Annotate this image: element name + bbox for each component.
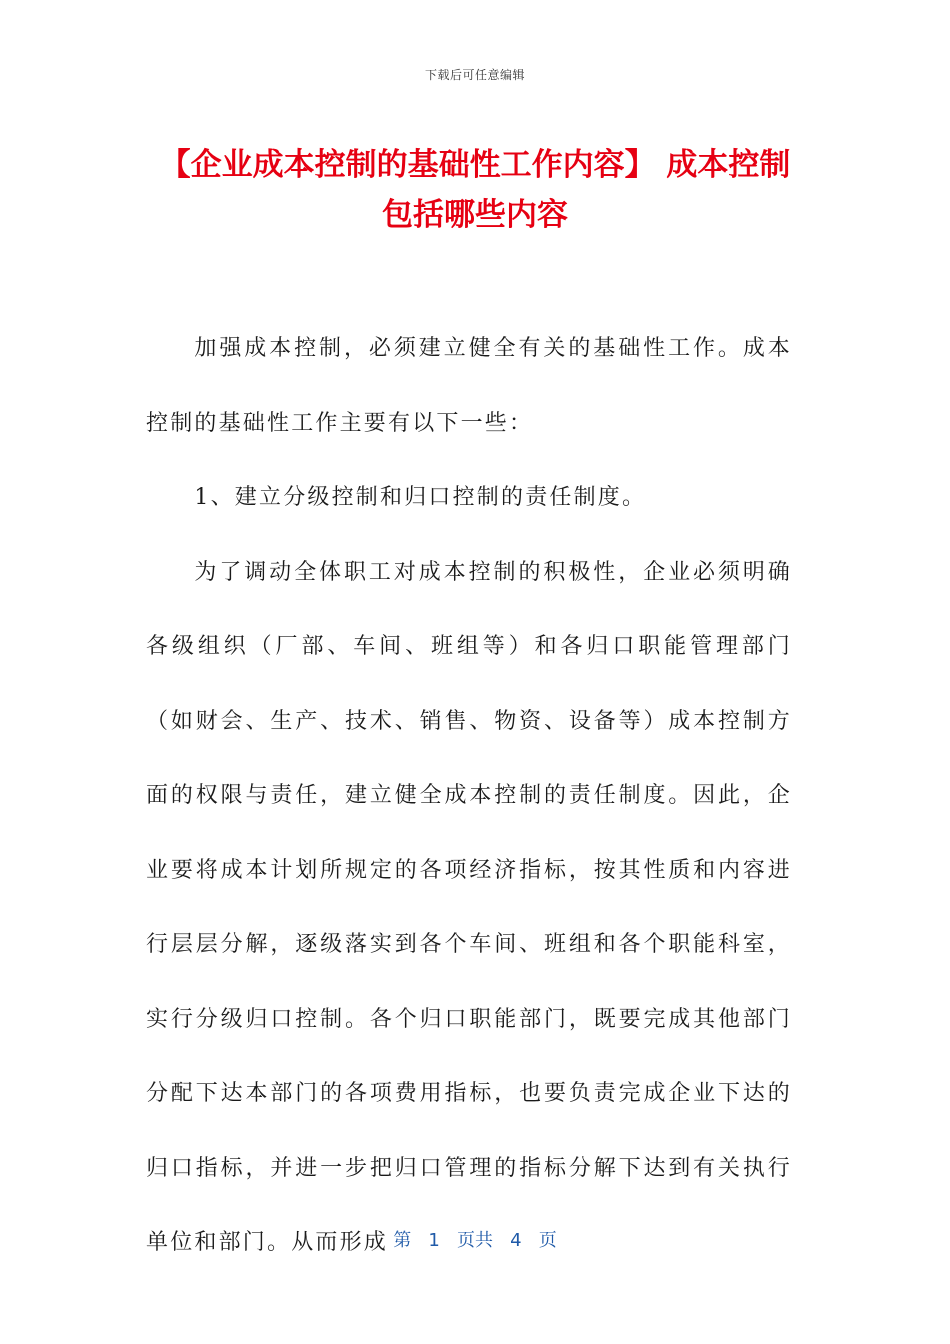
footer-total-pages: 4: [510, 1230, 522, 1251]
paragraph: 为了调动全体职工对成本控制的积极性，企业必须明确各级组织（厂部、车间、班组等）和各归口职能管理部门（如财会、生产、技术、销售、物资、设备等）成本控制方面的权限与责任，建立健全成本控制的责任制度。因此，企业要将成本计划所规定的各项经济指标，按其性质和内容进行层层分解，逐级落实到各个车间、班组和各个职能科室，实行分级归口控制。各个归口职能部门，既要完成其他部门分配下达本部门的各项费用指标，也要负责完成企业下达的归口指标，并进一步把归口管理的指标分解下达到有关执行单位和部门。从而形成: [146, 559, 792, 1255]
header-note: 下载后可任意编辑: [424, 68, 525, 82]
document-body: [146, 312, 792, 1281]
paragraph: 1、建立分级控制和归口控制的责任制度。: [194, 485, 647, 510]
document-title: 【企业成本控制的基础性工作内容】 成本控制包括哪些内容: [159, 147, 791, 233]
footer-middle: 页共: [457, 1230, 493, 1251]
footer-prefix: 第: [393, 1230, 412, 1251]
footer-suffix: 页: [538, 1230, 557, 1251]
page-footer: [0, 1226, 950, 1252]
paragraph: 加强成本控制，必须建立健全有关的基础性工作。成本控制的基础性工作主要有以下一些：: [146, 336, 792, 436]
footer-current-page: 1: [428, 1230, 440, 1251]
